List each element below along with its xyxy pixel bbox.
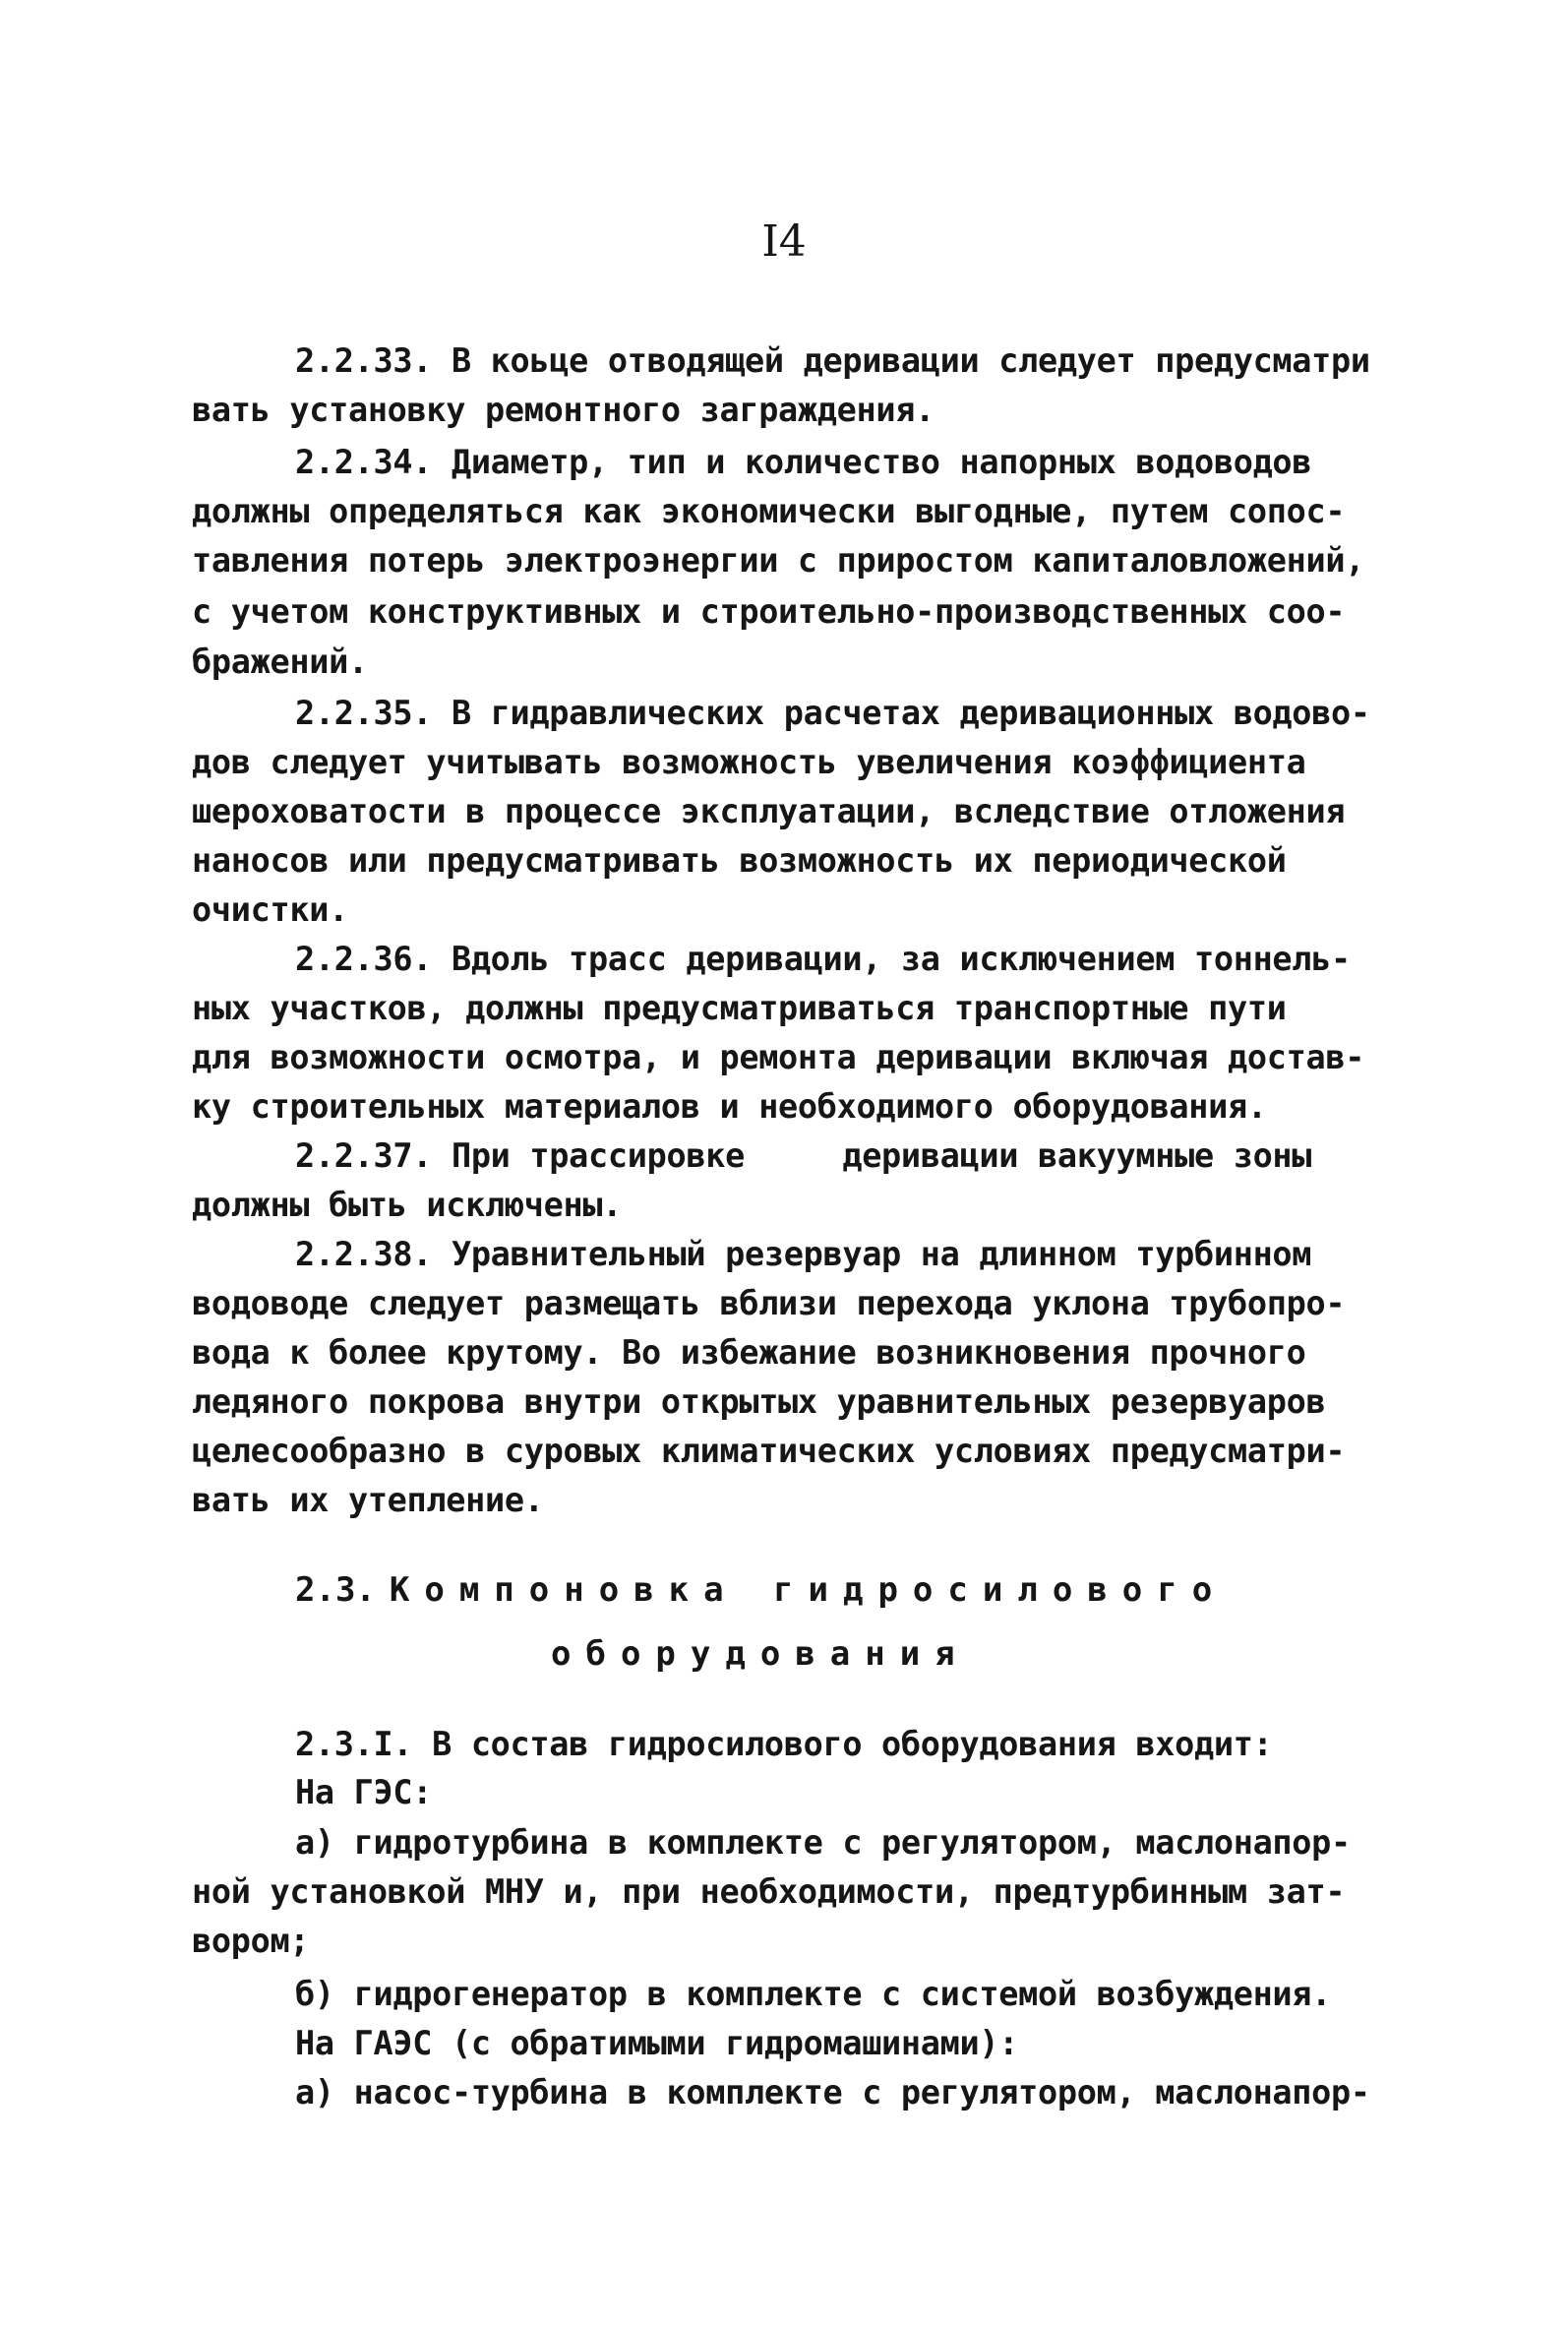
text-line: тавления потерь электроэнергии с приростом капиталовложений, xyxy=(192,541,1365,580)
text-line: бражений. xyxy=(192,642,368,681)
section-number: 2.3. xyxy=(295,1570,376,1610)
text-line: ку строительных материалов и необходимого оборудования. xyxy=(192,1087,1267,1126)
text-line: вором; xyxy=(192,1922,310,1960)
text-line: 2.3.I. В состав гидросилового оборудования входит: xyxy=(295,1725,1273,1763)
text-line: очистки. xyxy=(192,890,348,929)
text-line: 2.2.36. Вдоль трасс деривации, за исключением тоннель- xyxy=(295,940,1351,978)
text-line: целесообразно в суровых климатических условиях предусматри- xyxy=(192,1432,1346,1470)
text-line: вода к более крутому. Во избежание возникновения прочного xyxy=(192,1333,1306,1372)
section-title-line1: Компоновка гидросилового xyxy=(389,1570,1228,1610)
text-line: На ГАЭС (с обратимыми гидромашинами): xyxy=(295,2024,1019,2062)
text-line: дов следует учитывать возможность увеличения коэффициента xyxy=(192,743,1306,781)
text-line: должны определяться как экономически выгодные, путем сопос- xyxy=(192,492,1346,530)
text-line: вать их утепление. xyxy=(192,1481,544,1519)
text-line: должны быть исключены. xyxy=(192,1186,623,1224)
text-line: водоводе следует размещать вблизи перехода уклона трубопро- xyxy=(192,1284,1346,1322)
text-line: 2.2.38. Уравнительный резервуар на длинном турбинном xyxy=(295,1235,1312,1273)
text-line: наносов или предусматривать возможность их периодической xyxy=(192,841,1287,880)
text-line: вать установку ремонтного заграждения. xyxy=(192,391,935,429)
text-line: с учетом конструктивных и строительно-производственных соо- xyxy=(192,592,1346,631)
text-line: 2.2.37. При трассировке деривации вакуумные зоны xyxy=(295,1136,1312,1175)
text-line: шероховатости в процессе эксплуатации, вследствие отложения xyxy=(192,792,1346,830)
section-heading xyxy=(295,1564,1227,1616)
text-line: ледяного покрова внутри открытых уравнительных резервуаров xyxy=(192,1382,1326,1421)
section-title-line2: оборудования xyxy=(551,1634,970,1674)
text-line: для возможности осмотра, и ремонта деривации включая достав- xyxy=(192,1038,1365,1076)
text-line: ных участков, должны предусматриваться транспортные пути xyxy=(192,989,1287,1027)
text-line: а) насос-турбина в комплекте с регулятором, маслонапор- xyxy=(295,2073,1370,2111)
text-line: 2.2.35. В гидравлических расчетах деривационных водово- xyxy=(295,694,1370,732)
text-line: б) гидрогенератор в комплекте с системой возбуждения. xyxy=(295,1975,1332,2013)
text-line: 2.2.34. Диаметр, тип и количество напорных водоводов xyxy=(295,443,1312,481)
text-line: ной установкой МНУ и, при необходимости, предтурбинным зат- xyxy=(192,1872,1346,1911)
text-line: а) гидротурбина в комплекте с регулятором, маслонапор- xyxy=(295,1823,1351,1862)
text-line: На ГЭС: xyxy=(295,1773,433,1811)
page-number: I4 xyxy=(761,216,807,267)
text-line: 2.2.33. В коьце отводящей деривации следует предусматри xyxy=(295,341,1370,380)
